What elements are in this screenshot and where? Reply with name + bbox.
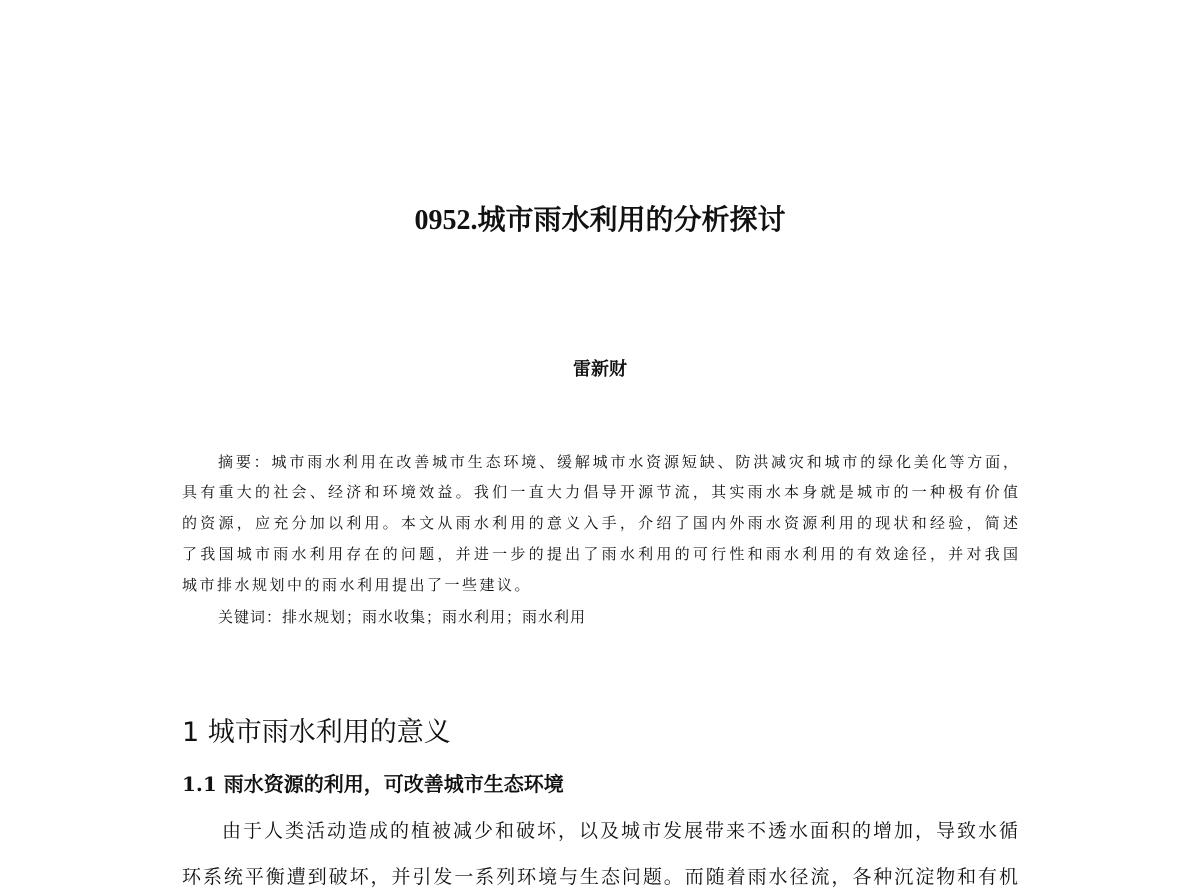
abstract-line: 城市排水规划中的雨水利用提出了一些建议。 [182,576,533,594]
body-line: 由于人类活动造成的植被减少和破坏，以及城市发展带来不透水面积的增加，导致水循 [222,820,1018,842]
keywords: 关键词：排水规划；雨水收集；雨水利用；雨水利用 [218,608,587,626]
abstract-line: 摘要：城市雨水利用在改善城市生态环境、缓解城市水资源短缺、防洪减灾和城市的绿化美化等方面， [218,453,1018,471]
author-name: 雷新财 [573,359,627,380]
body-line: 环系统平衡遭到破坏，并引发一系列环境与生态问题。而随着雨水径流，各种沉淀物和有机 [182,866,1018,888]
subsection-heading: 1.1 雨水资源的利用，可改善城市生态环境 [182,772,564,796]
abstract-line: 了我国城市雨水利用存在的问题，并进一步的提出了雨水利用的可行性和雨水利用的有效途径，并对我国 [182,545,1018,563]
abstract-line: 具有重大的社会、经济和环境效益。我们一直大力倡导开源节流，其实雨水本身就是城市的一种极有价值 [182,483,1018,501]
section-heading: 1 城市雨水利用的意义 [182,717,451,748]
document-title: 0952.城市雨水利用的分析探讨 [414,205,786,236]
abstract-line: 的资源，应充分加以利用。本文从雨水利用的意义入手，介绍了国内外雨水资源利用的现状和经验，简述 [182,514,1018,532]
